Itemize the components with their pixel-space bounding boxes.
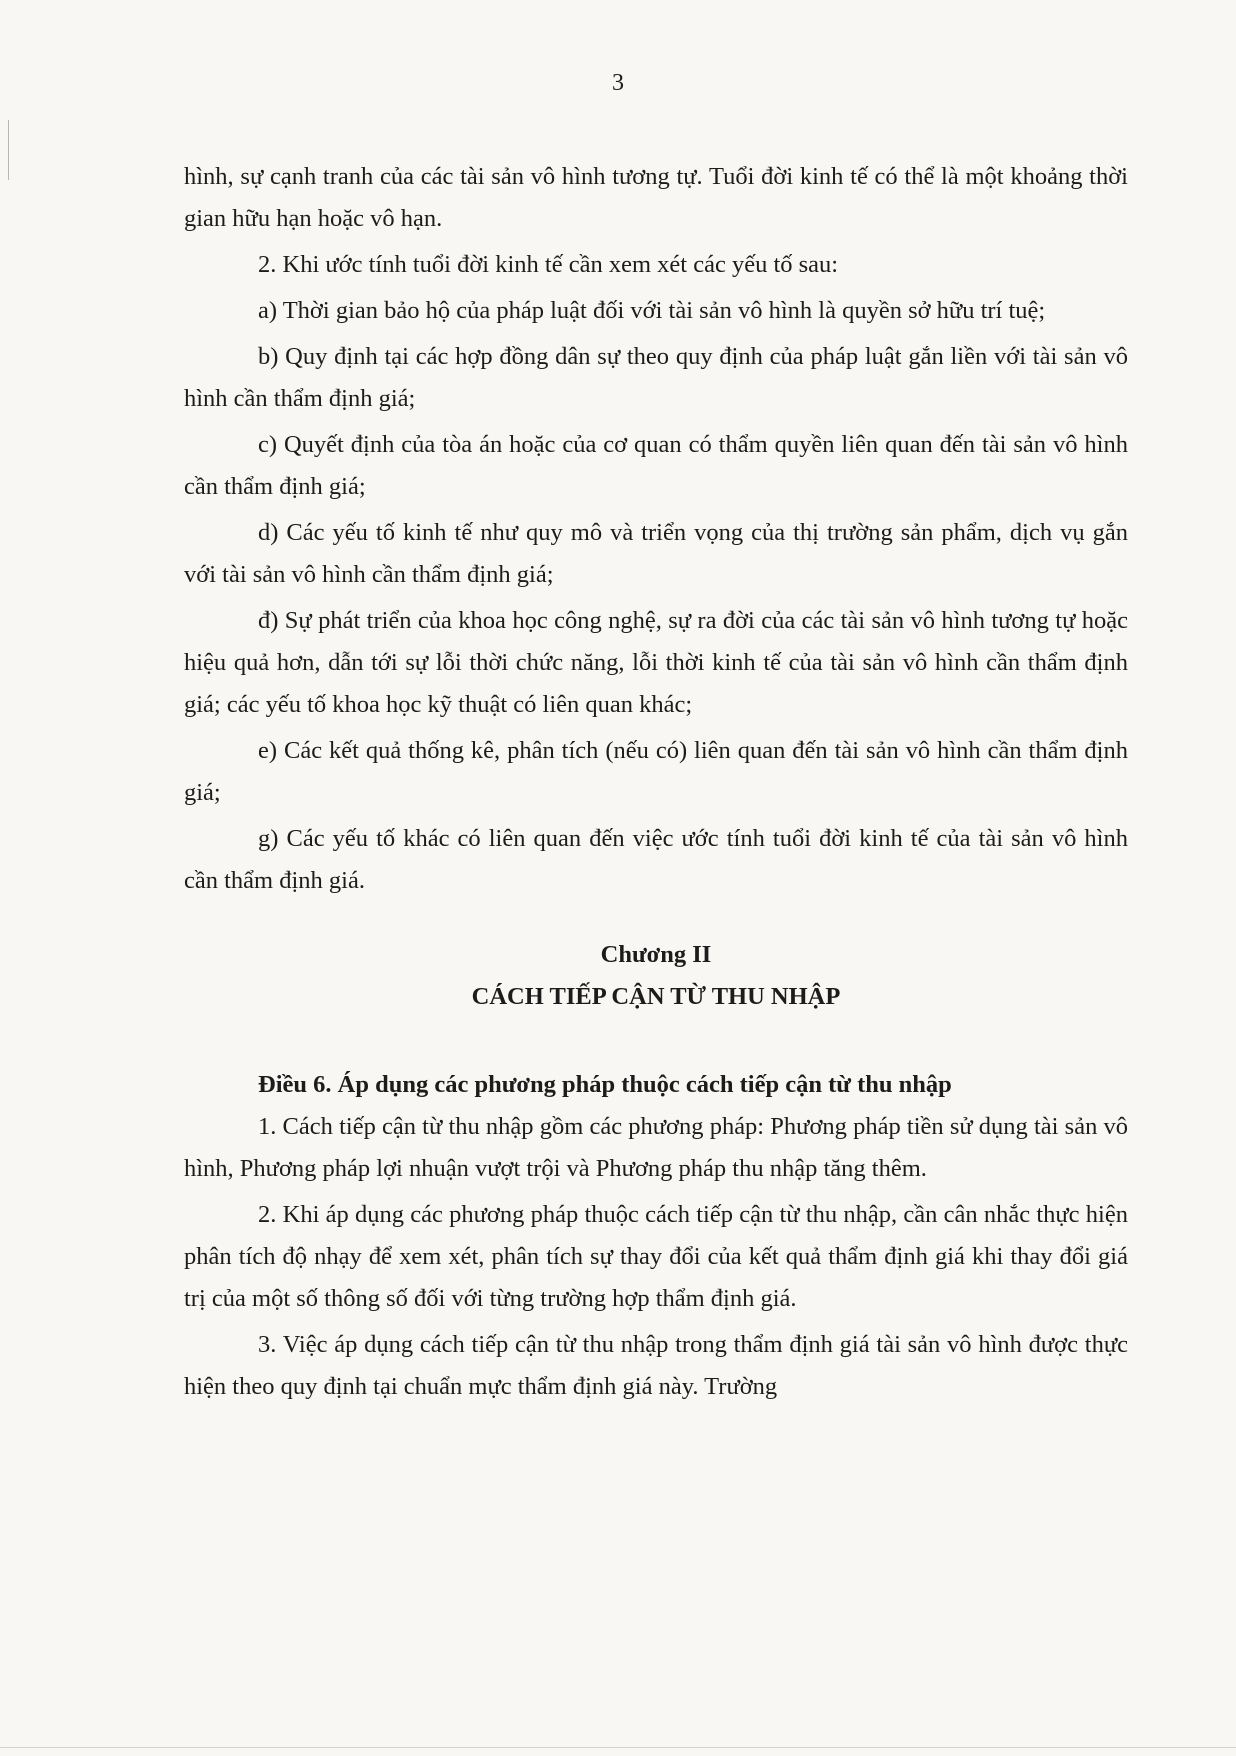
paragraph-item-b: b) Quy định tại các hợp đồng dân sự theo quy định của pháp luật gắn liền với tài sản vô hình cần thẩm định giá; [184, 343, 1128, 412]
paragraph-item-a: a) Thời gian bảo hộ của pháp luật đối với tài sản vô hình là quyền sở hữu trí tuệ; [258, 297, 1046, 324]
article-paragraph-2: 2. Khi áp dụng các phương pháp thuộc cách tiếp cận từ thu nhập, cần cân nhắc thực hiện phân tích độ nhạy để xem xét, phân tích sự thay đổi của kết quả thẩm định giá khi thay đổi giá trị của một số thông số đối với từng trường hợp thẩm định giá. [184, 1201, 1128, 1312]
paragraph-item-d: d) Các yếu tố kinh tế như quy mô và triển vọng của thị trường sản phẩm, dịch vụ gắn với tài sản vô hình cần thẩm định giá; [184, 519, 1128, 588]
article-paragraph-3: 3. Việc áp dụng cách tiếp cận từ thu nhập trong thẩm định giá tài sản vô hình được thực hiện theo quy định tại chuẩn mực thẩm định giá này. Trường [184, 1331, 1128, 1400]
paragraph-item-c: c) Quyết định của tòa án hoặc của cơ quan có thẩm quyền liên quan đến tài sản vô hình cần thẩm định giá; [184, 431, 1128, 500]
article-title: Điều 6. Áp dụng các phương pháp thuộc cách tiếp cận từ thu nhập [258, 1071, 952, 1098]
paragraph-item-e: e) Các kết quả thống kê, phân tích (nếu có) liên quan đến tài sản vô hình cần thẩm định giá; [184, 737, 1128, 806]
page-number: 3 [612, 70, 624, 96]
article-paragraph-1: 1. Cách tiếp cận từ thu nhập gồm các phương pháp: Phương pháp tiền sử dụng tài sản vô hình, Phương pháp lợi nhuận vượt trội và Phương pháp thu nhập tăng thêm. [184, 1113, 1128, 1182]
scan-edge-mark [8, 120, 9, 180]
paragraph-item-dd: đ) Sự phát triển của khoa học công nghệ, sự ra đời của các tài sản vô hình tương tự hoặc hiệu quả hơn, dẫn tới sự lỗi thời chức năng, lỗi thời kinh tế của tài sản vô hình cần thẩm định giá; các yếu tố khoa học kỹ thuật có liên quan khác; [184, 607, 1128, 718]
scan-edge-bottom-line [0, 1747, 1236, 1748]
document-body [184, 156, 1128, 1412]
paragraph-item-2: 2. Khi ước tính tuổi đời kinh tế cần xem xét các yếu tố sau: [258, 251, 839, 278]
chapter-number: Chương II [600, 941, 712, 968]
paragraph-item-g: g) Các yếu tố khác có liên quan đến việc ước tính tuổi đời kinh tế của tài sản vô hình cần thẩm định giá. [184, 825, 1128, 894]
chapter-title: CÁCH TIẾP CẬN TỪ THU NHẬP [471, 983, 841, 1010]
paragraph-continuation: hình, sự cạnh tranh của các tài sản vô hình tương tự. Tuổi đời kinh tế có thể là một khoảng thời gian hữu hạn hoặc vô hạn. [184, 163, 1128, 232]
